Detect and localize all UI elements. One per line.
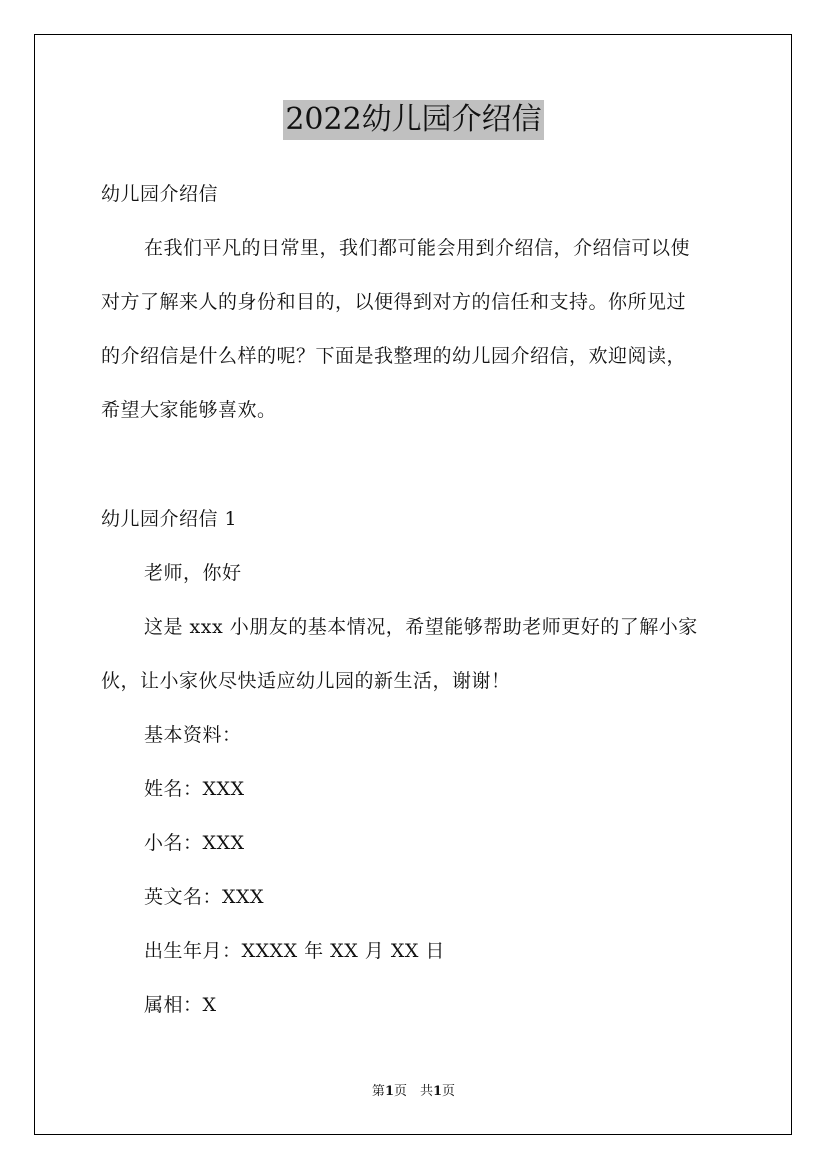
footer-page-number: 1 (384, 1084, 394, 1099)
footer-page-mid: 页 共 (393, 1084, 433, 1099)
profile-item-name: 姓名：XXX (144, 778, 245, 800)
profile-label: 基本资料： (144, 724, 242, 746)
greeting: 老师，你好 (144, 562, 242, 584)
footer-page-prefix: 第 (371, 1084, 385, 1099)
intro-line-1: 在我们平凡的日常里，我们都可能会用到介绍信，介绍信可以使 (144, 237, 691, 259)
profile-item-nickname: 小名：XXX (144, 832, 245, 854)
body-line-2: 伙，让小家伙尽快适应幼儿园的新生活，谢谢！ (101, 670, 511, 692)
title-container (0, 100, 827, 140)
profile-item-english-name: 英文名：XXX (144, 886, 265, 908)
page-footer (0, 1084, 827, 1100)
intro-line-3: 的介绍信是什么样的呢？下面是我整理的幼儿园介绍信，欢迎阅读， (101, 345, 687, 367)
footer-page-total: 1 (433, 1084, 443, 1099)
footer-page-suffix: 页 (442, 1084, 456, 1099)
profile-item-zodiac: 属相：X (144, 994, 217, 1016)
document-title: 2022幼儿园介绍信 (283, 100, 543, 140)
profile-item-birthdate: 出生年月：XXXX 年 XX 月 XX 日 (144, 940, 445, 962)
document-heading: 幼儿园介绍信 (101, 183, 219, 205)
intro-line-4: 希望大家能够喜欢。 (101, 399, 277, 421)
body-line-1: 这是 xxx 小朋友的基本情况，希望能够帮助老师更好的了解小家 (144, 616, 698, 638)
section-heading: 幼儿园介绍信 1 (101, 508, 238, 530)
intro-line-2: 对方了解来人的身份和目的，以便得到对方的信任和支持。你所见过 (101, 291, 687, 313)
